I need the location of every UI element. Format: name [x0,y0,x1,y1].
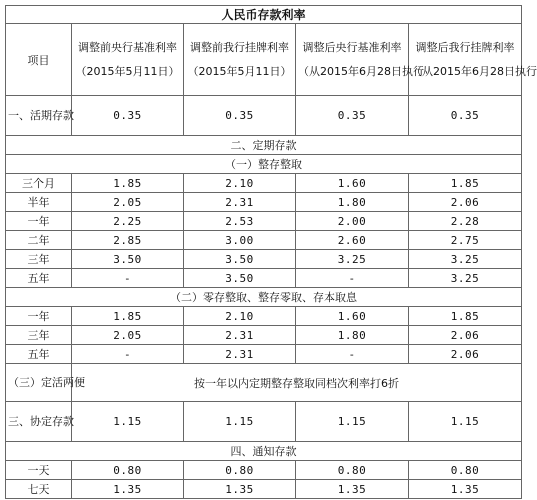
installment-row [6,345,522,364]
lumpsum-row-value-3: 2.60 [296,231,409,250]
lumpsum-section-row [6,155,522,174]
installment-row [6,307,522,326]
lumpsum-row-value-3: - [296,269,409,288]
flexible-row [6,364,522,402]
notice-row [6,461,522,480]
lumpsum-row-value-1: 3.50 [72,250,184,269]
notice-row-label: 一天 [6,461,72,480]
lumpsum-row-value-1: 2.05 [72,193,184,212]
flexible-label: （三）定活两便 [6,364,72,402]
installment-row-value-2: 2.10 [184,307,296,326]
lumpsum-row-value-2: 3.50 [184,250,296,269]
installment-row-value-3: - [296,345,409,364]
lumpsum-row-label: 五年 [6,269,72,288]
installment-section-title: （二）零存整取、整存零取、存本取息 [6,288,522,307]
notice-section-row [6,442,522,461]
lumpsum-section-title: （一）整存整取 [6,155,522,174]
table-title: 人民币存款利率 [6,6,522,24]
lumpsum-row-value-4: 3.25 [409,250,522,269]
lumpsum-row-value-2: 2.10 [184,174,296,193]
notice-row-value-4: 0.80 [409,461,522,480]
lumpsum-row-label: 三个月 [6,174,72,193]
lumpsum-row-label: 一年 [6,212,72,231]
installment-row-value-4: 1.85 [409,307,522,326]
header-col1-line1: 调整前央行基准利率 [78,40,177,54]
negotiated-row [6,402,522,442]
lumpsum-row-value-4: 2.28 [409,212,522,231]
notice-row-value-2: 1.35 [184,480,296,499]
lumpsum-row-value-3: 1.60 [296,174,409,193]
notice-row-label: 七天 [6,480,72,499]
installment-row-value-2: 2.31 [184,345,296,364]
installment-row-value-1: 1.85 [72,307,184,326]
lumpsum-row-value-1: - [72,269,184,288]
header-col1-line2: （2015年5月11日） [75,64,180,78]
negotiated-label: 三、协定存款 [6,402,72,442]
installment-row-value-4: 2.06 [409,326,522,345]
header-item: 项目 [6,24,72,96]
notice-rows [6,461,522,499]
installment-rows [6,307,522,364]
lumpsum-row-value-2: 3.50 [184,269,296,288]
demand-value-4: 0.35 [409,96,522,136]
fixed-section-row [6,136,522,155]
demand-row [6,96,522,136]
demand-value-2: 0.35 [184,96,296,136]
lumpsum-row-value-3: 2.00 [296,212,409,231]
lumpsum-row-label: 半年 [6,193,72,212]
header-col3-line1: 调整后央行基准利率 [302,40,402,54]
header-col2-line2: （2015年5月11日） [187,64,292,78]
lumpsum-row [6,212,522,231]
lumpsum-row-value-2: 3.00 [184,231,296,250]
installment-row-value-3: 1.80 [296,326,409,345]
notice-row-value-4: 1.35 [409,480,522,499]
header-col2-line1: 调整前我行挂牌利率 [190,40,289,54]
lumpsum-row [6,193,522,212]
installment-section-row [6,288,522,307]
installment-row-value-1: 2.05 [72,326,184,345]
notice-row-value-1: 1.35 [72,480,184,499]
flexible-text: 按一年以内定期整存整取同档次利率打6折 [72,364,522,402]
deposit-rate-table [5,5,537,499]
installment-row-label: 一年 [6,307,72,326]
lumpsum-row-value-4: 2.75 [409,231,522,250]
negotiated-value-3: 1.15 [296,402,409,442]
negotiated-value-4: 1.15 [409,402,522,442]
lumpsum-row-value-3: 1.80 [296,193,409,212]
lumpsum-row-value-4: 1.85 [409,174,522,193]
lumpsum-row-value-4: 3.25 [409,269,522,288]
negotiated-value-1: 1.15 [72,402,184,442]
demand-value-1: 0.35 [72,96,184,136]
lumpsum-row [6,250,522,269]
installment-row-label: 三年 [6,326,72,345]
lumpsum-row-label: 三年 [6,250,72,269]
header-col4-line2: （从2015年6月28日执行 [411,64,537,78]
title-row [6,6,522,24]
header-col3 [296,24,424,96]
lumpsum-row-value-1: 2.25 [72,212,184,231]
notice-row-value-3: 0.80 [296,461,409,480]
lumpsum-row-value-3: 3.25 [296,250,409,269]
lumpsum-row-value-4: 2.06 [409,193,522,212]
header-row [6,24,522,96]
header-col4 [409,24,537,96]
lumpsum-row-value-2: 2.53 [184,212,296,231]
header-col4-line1: 调整后我行挂牌利率 [415,40,515,54]
lumpsum-row [6,174,522,193]
header-col1 [72,24,184,96]
header-col2 [184,24,296,96]
lumpsum-row [6,269,522,288]
notice-row-value-1: 0.80 [72,461,184,480]
installment-row [6,326,522,345]
rate-table-container [5,5,537,496]
lumpsum-row-value-1: 2.85 [72,231,184,250]
installment-row-value-4: 2.06 [409,345,522,364]
demand-label: 一、活期存款 [6,96,72,136]
lumpsum-row-label: 二年 [6,231,72,250]
installment-row-value-2: 2.31 [184,326,296,345]
installment-row-label: 五年 [6,345,72,364]
lumpsum-row-value-2: 2.31 [184,193,296,212]
lumpsum-row [6,231,522,250]
fixed-section-title: 二、定期存款 [6,136,522,155]
notice-row-value-3: 1.35 [296,480,409,499]
notice-row-value-2: 0.80 [184,461,296,480]
notice-section-title: 四、通知存款 [6,442,522,461]
installment-row-value-3: 1.60 [296,307,409,326]
notice-row [6,480,522,499]
lumpsum-row-value-1: 1.85 [72,174,184,193]
header-col3-line2: （从2015年6月28日执行 [298,64,424,78]
lumpsum-rows [6,174,522,288]
installment-row-value-1: - [72,345,184,364]
demand-value-3: 0.35 [296,96,409,136]
negotiated-value-2: 1.15 [184,402,296,442]
